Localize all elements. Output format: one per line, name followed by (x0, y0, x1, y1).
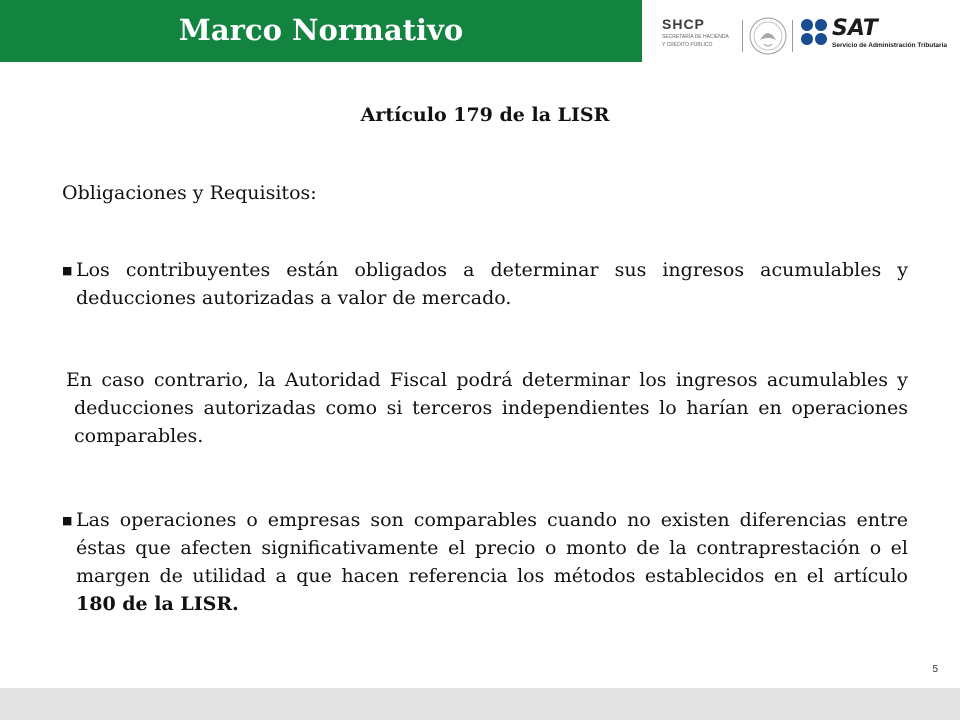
footer-bar (0, 688, 960, 720)
sat-dots-icon (800, 18, 830, 48)
bullet-square-icon: ■ (62, 264, 73, 277)
page-number: 5 (932, 664, 938, 675)
bullet-item (62, 506, 908, 618)
bullet-text (76, 506, 908, 618)
logo-divider (792, 20, 793, 52)
logo-group (662, 14, 952, 58)
section-subtitle: Obligaciones y Requisitos: (62, 182, 317, 204)
sat-logo-text: SAT (832, 16, 878, 41)
bullet-text-regular: Las operaciones o empresas son comparables cuando no existen diferencias entre éstas que afecten significativamente el precio o monto de la contraprestación o el margen de utilidad a que hacen referencia los métodos establecidos en el artículo (76, 509, 908, 587)
article-title: Artículo 179 de la LISR (360, 104, 610, 126)
bullet-text-bold: 180 de la LISR. (76, 593, 239, 615)
logo-divider (742, 20, 743, 52)
header-bar (0, 0, 642, 62)
national-seal-icon (748, 14, 788, 58)
bullet-text: Los contribuyentes están obligados a determinar sus ingresos acumulables y deducciones autorizadas a valor de mercado. (76, 259, 908, 309)
shcp-logo-text: SHCP (662, 16, 705, 32)
paragraph: En caso contrario, la Autoridad Fiscal podrá determinar los ingresos acumulables y deducciones autorizadas como si terceros independientes lo harían en operaciones comparables. (66, 369, 908, 447)
shcp-logo-subtitle-line1: SECRETARÍA DE HACIENDA (662, 34, 729, 40)
bullet-square-icon: ■ (62, 514, 73, 527)
shcp-logo (662, 16, 734, 56)
sat-logo (800, 18, 952, 58)
shcp-logo-subtitle-line2: Y CRÉDITO PÚBLICO (662, 42, 713, 48)
bullet-item (62, 256, 908, 312)
sat-logo-subtitle: Servicio de Administración Tributaria (832, 42, 947, 49)
slide-title: Marco Normativo (178, 13, 464, 47)
